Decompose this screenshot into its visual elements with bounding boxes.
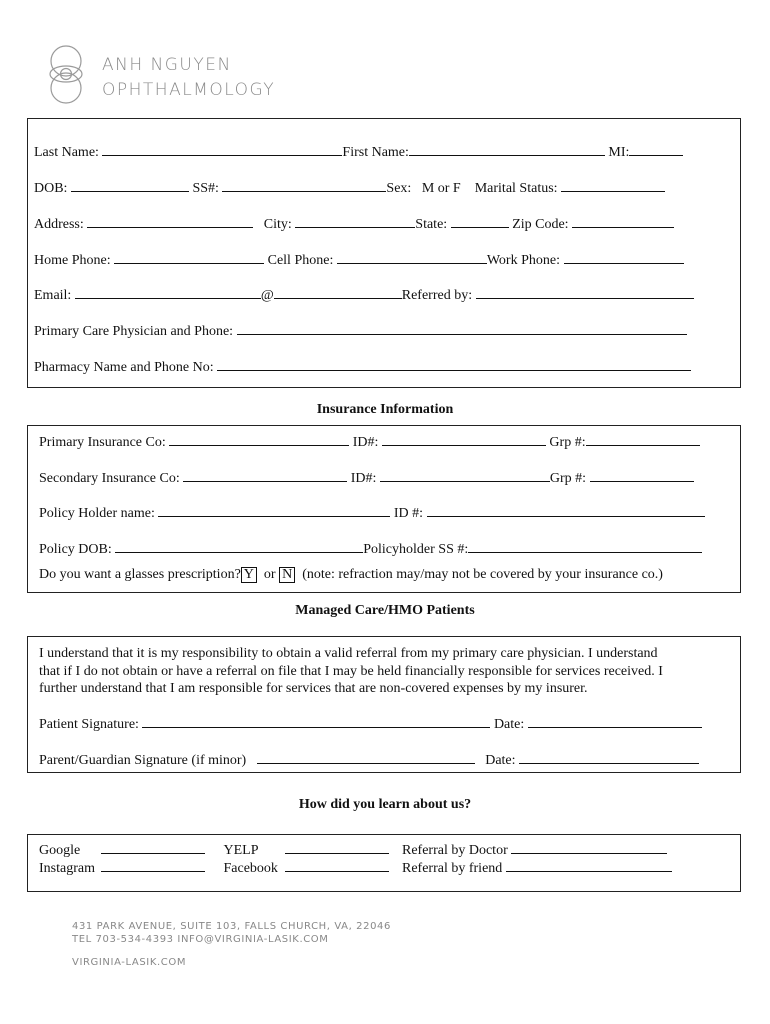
address-label: Address:	[34, 217, 84, 232]
glasses-note: (note: refraction may/may not be covered by your insurance co.)	[302, 567, 663, 582]
dob-field[interactable]	[71, 179, 189, 192]
primary-id-label: ID#:	[352, 435, 379, 450]
referral-friend-field[interactable]	[506, 859, 672, 872]
email-label: Email:	[34, 288, 72, 303]
policy-holder-name-field[interactable]	[158, 504, 390, 517]
instagram-field[interactable]	[101, 859, 205, 872]
pharmacy-field[interactable]	[217, 358, 691, 371]
phone-row	[34, 251, 684, 270]
yelp-field[interactable]	[285, 841, 389, 854]
hmo-statement	[39, 645, 663, 698]
patient-date-label: Date:	[493, 717, 525, 732]
policy-dob-label: Policy DOB:	[39, 542, 112, 557]
dob-row	[34, 179, 665, 198]
primary-id-field[interactable]	[382, 433, 546, 446]
pharmacy-label: Pharmacy Name and Phone No:	[34, 360, 214, 375]
primary-insurance-field[interactable]	[169, 433, 349, 446]
facebook-label: Facebook	[223, 861, 278, 876]
dob-label: DOB:	[34, 181, 68, 196]
learn-heading: How did you learn about us?	[298, 797, 472, 812]
patient-date-field[interactable]	[528, 715, 702, 728]
city-field[interactable]	[295, 215, 415, 228]
primary-insurance-row	[39, 433, 700, 452]
mi-field[interactable]	[629, 143, 683, 156]
policy-dob-row	[39, 540, 702, 559]
last-name-label: Last Name:	[34, 145, 99, 160]
name-row	[34, 143, 683, 162]
zip-label: Zip Code:	[512, 217, 569, 232]
primary-grp-field[interactable]	[586, 433, 700, 446]
policyholder-ss-label: Policyholder SS #:	[363, 542, 469, 557]
pharmacy-row	[34, 358, 691, 377]
email-domain-field[interactable]	[274, 286, 402, 299]
logo	[46, 44, 86, 111]
pcp-row	[34, 322, 687, 341]
referred-by-label: Referred by:	[401, 288, 473, 303]
sex-label: Sex:	[386, 181, 412, 196]
glasses-no-checkbox[interactable]: N	[279, 567, 295, 583]
sex-options[interactable]: M or F	[421, 181, 461, 196]
guardian-signature-field[interactable]	[257, 751, 475, 764]
glasses-yes-checkbox[interactable]: Y	[241, 567, 257, 583]
patient-signature-row	[39, 715, 702, 734]
mi-label: MI:	[608, 145, 630, 160]
referral-friend-label: Referral by friend	[402, 861, 503, 876]
policy-holder-id-field[interactable]	[427, 504, 705, 517]
cell-phone-field[interactable]	[337, 251, 487, 264]
yelp-label: YELP	[223, 843, 259, 858]
google-field[interactable]	[101, 841, 205, 854]
insurance-heading: Insurance Information	[316, 402, 454, 417]
first-name-field[interactable]	[409, 143, 605, 156]
zip-field[interactable]	[572, 215, 674, 228]
instagram-label: Instagram	[39, 861, 95, 876]
secondary-insurance-row	[39, 469, 694, 488]
first-name-label: First Name:	[342, 145, 409, 160]
guardian-signature-row	[39, 751, 699, 770]
eye-logo-icon	[46, 44, 86, 106]
ss-label: SS#:	[192, 181, 219, 196]
pcp-field[interactable]	[237, 322, 687, 335]
glasses-question: Do you want a glasses prescription?	[39, 567, 241, 582]
secondary-insurance-field[interactable]	[183, 469, 347, 482]
work-phone-label: Work Phone:	[486, 253, 560, 268]
secondary-grp-field[interactable]	[590, 469, 694, 482]
hmo-heading: Managed Care/HMO Patients	[295, 603, 475, 618]
footer-website[interactable]: VIRGINIA-LASIK.COM	[72, 957, 187, 968]
footer-address: 431 PARK AVENUE, SUITE 103, FALLS CHURCH, VA, 22046	[72, 921, 391, 932]
last-name-field[interactable]	[102, 143, 342, 156]
referral-doctor-label: Referral by Doctor	[402, 843, 508, 858]
address-row	[34, 215, 674, 234]
state-field[interactable]	[451, 215, 509, 228]
secondary-id-field[interactable]	[380, 469, 550, 482]
referred-by-field[interactable]	[476, 286, 694, 299]
hmo-line-1: I understand that it is my responsibility to obtain a valid referral from my primary care physician. I understand	[39, 646, 658, 661]
address-field[interactable]	[87, 215, 253, 228]
logo-line-1: ANH NGUYEN	[102, 55, 232, 75]
secondary-grp-label: Grp #:	[549, 471, 587, 486]
logo-line-2: OPHTHALMOLOGY	[102, 80, 276, 100]
ss-field[interactable]	[222, 179, 386, 192]
google-label: Google	[39, 843, 81, 858]
glasses-or: or	[263, 567, 276, 582]
patient-signature-field[interactable]	[142, 715, 490, 728]
home-phone-label: Home Phone:	[34, 253, 111, 268]
pcp-label: Primary Care Physician and Phone:	[34, 324, 234, 339]
email-row	[34, 286, 694, 305]
marital-status-label: Marital Status:	[474, 181, 558, 196]
hmo-line-2: that if I do not obtain or have a referral on file that I may be held financially responsible for services received. I	[39, 663, 663, 679]
state-label: State:	[415, 217, 448, 232]
glasses-row	[39, 566, 663, 584]
patient-signature-label: Patient Signature:	[39, 717, 139, 732]
footer-contact: TEL 703-534-4393 INFO@VIRGINIA-LASIK.COM	[72, 934, 329, 945]
learn-row-1	[39, 841, 667, 860]
home-phone-field[interactable]	[114, 251, 264, 264]
primary-grp-label: Grp #:	[549, 435, 586, 450]
city-label: City:	[263, 217, 292, 232]
primary-insurance-label: Primary Insurance Co:	[39, 435, 166, 450]
secondary-insurance-label: Secondary Insurance Co:	[39, 471, 180, 486]
policyholder-ss-field[interactable]	[468, 540, 702, 553]
policy-holder-id-label: ID #:	[393, 506, 424, 521]
referral-doctor-field[interactable]	[511, 841, 667, 854]
learn-row-2	[39, 859, 672, 878]
policy-holder-name-label: Policy Holder name:	[39, 506, 155, 521]
email-user-field[interactable]	[75, 286, 261, 299]
cell-phone-label: Cell Phone:	[267, 253, 334, 268]
policy-dob-field[interactable]	[115, 540, 363, 553]
marital-status-field[interactable]	[561, 179, 665, 192]
guardian-signature-label: Parent/Guardian Signature (if minor)	[39, 753, 247, 768]
email-at: @	[260, 288, 274, 303]
facebook-field[interactable]	[285, 859, 389, 872]
guardian-date-label: Date:	[485, 753, 516, 768]
guardian-date-field[interactable]	[519, 751, 699, 764]
work-phone-field[interactable]	[564, 251, 684, 264]
policy-holder-row	[39, 504, 705, 523]
secondary-id-label: ID#:	[350, 471, 377, 486]
hmo-line-3: further understand that I am responsible for services that are non-covered expenses by my insurer.	[39, 681, 588, 696]
